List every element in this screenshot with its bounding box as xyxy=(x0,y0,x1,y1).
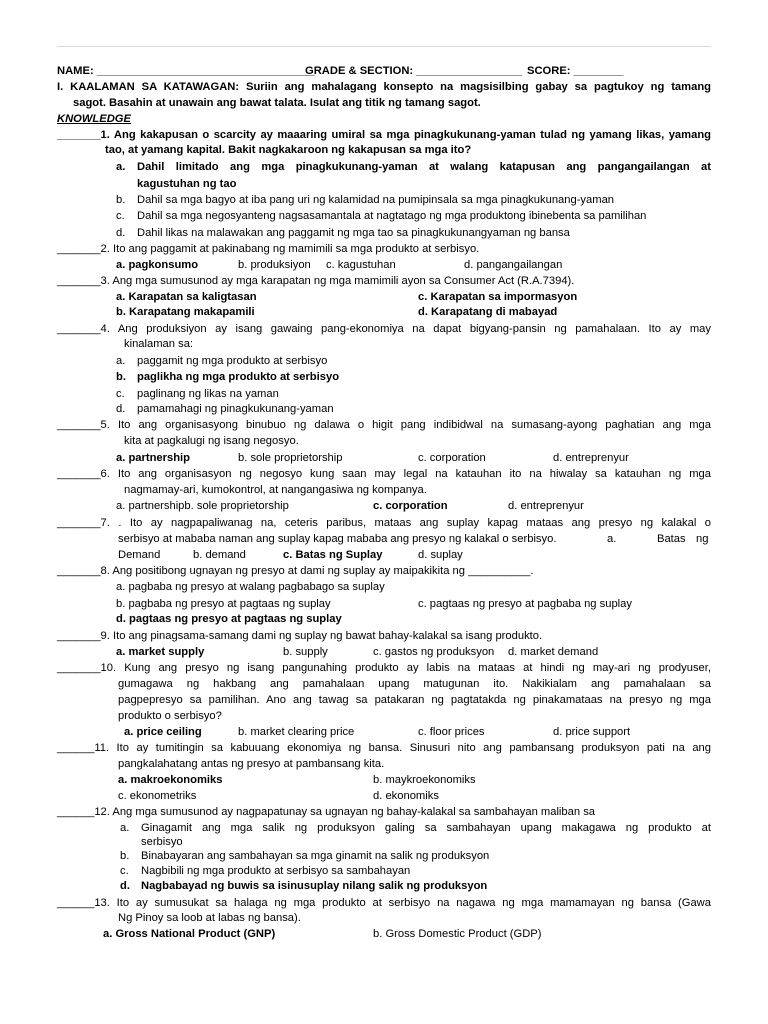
q9-option-d: d. market demand xyxy=(508,646,599,658)
question-7: _______7. . Ito ay nagpapaliwanag na, ceteris paribus, mataas ang suplay kapag mataas ang presyo ng kalakal o xyxy=(57,517,711,529)
q11-option-d: d. ekonomiks xyxy=(373,790,439,802)
q4-option-b: paglikha ng mga produkto at serbisyo xyxy=(137,371,340,383)
q5-option-c: c. corporation xyxy=(418,452,486,464)
question-10-line2: gumagawa ng hakbang ang pamahalaan upang matugunan ito. Nakikialam ang pamahalaan sa xyxy=(118,678,711,690)
q4-option-a: paggamit ng mga produkto at serbisyo xyxy=(137,355,328,367)
q4-option-b-letter: b. xyxy=(116,371,126,383)
q1-option-b: Dahil sa mga bagyo at iba pang uri ng kalamidad na pumipinsala sa mga pinagkukunang-yaman xyxy=(137,194,615,206)
q6-option-c: c. corporation xyxy=(373,500,448,512)
question-11: ______11. Ito ay tumitingin sa kabuuang ekonomiya ng bansa. Sinusuri nito ang pambansang produksyon pati na ang xyxy=(57,742,711,754)
q11-option-a: a. makroekonomiks xyxy=(118,774,223,786)
q4-option-d: pamamahagi ng pinagkukunang-yaman xyxy=(137,403,334,415)
q7-option-b: b. demand xyxy=(193,549,246,561)
q10-option-d: d. price support xyxy=(553,726,631,738)
q1-option-a-line2: kagustuhan ng tao xyxy=(137,178,237,190)
question-10: _______10. Kung ang presyo ng isang pangunahing produkto ay labis na mataas at hindi ng may-ari ng prodyuser, xyxy=(57,662,711,674)
q7-option-a-word3: Demand xyxy=(118,549,161,561)
q13-option-a: a. Gross National Product (GNP) xyxy=(103,928,276,940)
section-instruction-line2: sagot. Basahin at unawain ang bawat talata. Isulat ang titik ng tamang sagot. xyxy=(73,97,481,109)
q10-option-c: c. floor prices xyxy=(418,726,485,738)
q12-option-b-letter: b. xyxy=(120,850,130,862)
q12-option-c: Nagbibili ng mga produkto at serbisyo sa sambahayan xyxy=(141,865,411,877)
q8-option-d: d. pagtaas ng presyo at pagtaas ng suplay xyxy=(116,613,342,625)
q2-option-c: c. kagustuhan xyxy=(326,259,396,271)
q7-option-a-letter: a. xyxy=(607,533,617,545)
q12-option-d-letter: d. xyxy=(120,880,130,892)
question-9: _______9. Ito ang pinagsama-samang dami ng suplay ng bawat bahay-kalakal sa isang produkto. xyxy=(57,630,543,642)
question-10-line3: pagpepresyo sa pamilihan. Ano ang tawag sa patakaran ng pagtatakda ng pinakamataas na presyo ng mga xyxy=(118,694,711,706)
q2-option-d: d. pangangailangan xyxy=(464,259,563,271)
question-5-line2: kita at pagkalugi ng isang negosyo. xyxy=(124,435,299,447)
q12-option-a-line2: serbisyo xyxy=(141,836,183,848)
q7-option-c: c. Batas ng Suplay xyxy=(283,549,383,561)
question-10-line4: produkto o serbisyo? xyxy=(118,710,222,722)
question-6: _______6. Ito ang organisasyon ng negosyo kung saan may legal na katauhan ito na hiwalay sa katauhan ng mga xyxy=(57,468,711,480)
question-11-line2: pangkalahatang antas ng presyo at pambansang kita. xyxy=(118,758,385,770)
q8-option-c: c. pagtaas ng presyo at pagbaba ng suplay xyxy=(418,598,632,610)
q3-option-c: c. Karapatan sa impormasyon xyxy=(418,291,578,303)
q13-option-b: b. Gross Domestic Product (GDP) xyxy=(373,928,542,940)
question-2: _______2. Ito ang paggamit at pakinabang ng mamimili sa mga produkto at serbisyo. xyxy=(57,243,480,255)
question-8: _______8. Ang positibong ugnayan ng presyo at dami ng suplay ay maipakikita ng __________. xyxy=(57,565,534,577)
q1-option-c-letter: c. xyxy=(116,210,125,222)
question-3: _______3. Ang mga sumusunod ay mga karapatan ng mga mamimili ayon sa Consumer Act (R.A.7394). xyxy=(57,275,575,287)
q10-option-a: a. price ceiling xyxy=(124,726,202,738)
q7-option-d: d. suplay xyxy=(418,549,463,561)
question-13: ______13. Ito ay sumusukat sa halaga ng mga produkto at serbisyo na nagawa ng mga mamamayan ng bansa (Gawa xyxy=(57,897,711,909)
q1-option-b-letter: b. xyxy=(116,194,126,206)
q5-option-a: a. partnership xyxy=(116,452,190,464)
q1-option-d-letter: d. xyxy=(116,227,126,239)
q12-option-c-letter: c. xyxy=(120,865,129,877)
q4-option-d-letter: d. xyxy=(116,403,126,415)
q4-option-c-letter: c. xyxy=(116,388,125,400)
q2-option-b: b. produksiyon xyxy=(238,259,311,271)
q9-option-a: a. market supply xyxy=(116,646,205,658)
q6-option-ab: a. partnershipb. sole proprietorship xyxy=(116,500,289,512)
q11-option-c: c. ekonometriks xyxy=(118,790,197,802)
q8-option-a: a. pagbaba ng presyo at walang pagbabago sa suplay xyxy=(116,581,385,593)
q11-option-b: b. maykroekonomiks xyxy=(373,774,476,786)
q5-option-d: d. entreprenyur xyxy=(553,452,629,464)
q12-option-b: Binabayaran ang sambahayan sa mga ginamit na salik ng produksyon xyxy=(141,850,490,862)
q9-option-b: b. supply xyxy=(283,646,328,658)
question-1-line2: tao, at yamang kapital. Bakit nagkakaroon ng kakapusan sa mga ito? xyxy=(105,144,472,156)
q7-option-a-word2: ng xyxy=(696,533,709,545)
q7-option-a-word1: Batas xyxy=(657,533,686,545)
q10-option-b: b. market clearing price xyxy=(238,726,355,738)
question-12: ______12. Ang mga sumusunod ay nagpapatunay sa ugnayan ng bahay-kalakal sa sambahayan maliban sa xyxy=(57,806,596,818)
section-instruction-line1: I. KAALAMAN SA KATAWAGAN: Suriin ang mahalagang konsepto na magsisilbing gabay sa pagtukoy ng tamang xyxy=(57,81,711,93)
q1-option-a: Dahil limitado ang mga pinagkukunang-yaman at walang katapusan ang pangangailangan at xyxy=(137,161,711,173)
knowledge-label: KNOWLEDGE xyxy=(57,113,131,125)
name-field: NAME: ___________________________________ xyxy=(57,65,315,77)
grade-section-field: GRADE & SECTION: _________________ xyxy=(305,65,523,77)
question-6-line2: nagmamay-ari, kumokontrol, at nangangasiwa ng kompanya. xyxy=(124,484,427,496)
q2-option-a: a. pagkonsumo xyxy=(116,259,199,271)
q3-option-b: b. Karapatang makapamili xyxy=(116,306,255,318)
page-top-rule xyxy=(57,46,711,47)
section-heading: I. KAALAMAN SA KATAWAGAN: xyxy=(57,81,240,93)
q1-option-a-letter: a. xyxy=(116,161,126,173)
q4-option-c: paglinang ng likas na yaman xyxy=(137,388,279,400)
q3-option-a: a. Karapatan sa kaligtasan xyxy=(116,291,257,303)
q1-option-d: Dahil likas na malawakan ang paggamit ng mga tao sa pinagkukunangyaman ng bansa xyxy=(137,227,570,239)
score-field: SCORE: ________ xyxy=(527,65,624,77)
q5-option-b: b. sole proprietorship xyxy=(238,452,343,464)
q3-option-d: d. Karapatang di mabayad xyxy=(418,306,558,318)
q4-option-a-letter: a. xyxy=(116,355,126,367)
q9-option-c: c. gastos ng produksyon xyxy=(373,646,495,658)
question-4: _______4. Ang produksiyon ay isang gawaing pang-ekonomiya na dapat bigyang-pansin ng pamahalaan. Ito ay may xyxy=(57,323,711,335)
q12-option-a-letter: a. xyxy=(120,822,130,834)
question-1: _______1. Ang kakapusan o scarcity ay maaaring umiral sa mga pinagkukunang-yaman tulad ng yamang likas, yamang xyxy=(57,129,711,141)
question-5: _______5. Ito ang organisasyong binubuo ng dalawa o higit pang indibidwal na sumasang-ayong paghatian ang mga xyxy=(57,419,711,431)
question-7-line2: serbisyo at mababa naman ang suplay kapag mababa ang presyo ng kalakal o serbisyo. xyxy=(118,533,557,545)
q12-option-d: Nagbabayad ng buwis sa isinusuplay nilang salik ng produksyon xyxy=(141,880,488,892)
question-13-line2: Ng Pinoy sa loob at labas ng bansa). xyxy=(118,912,301,924)
q1-option-c: Dahil sa mga negosyanteng nagsasamantala at nagtatago ng mga produktong ibinebenta sa pamilihan xyxy=(137,210,647,222)
q8-option-b: b. pagbaba ng presyo at pagtaas ng suplay xyxy=(116,598,331,610)
question-4-line2: kinalaman sa: xyxy=(124,338,194,350)
q12-option-a: Ginagamit ang mga salik ng produksyon galing sa sambahayan upang makagawa ng produkto at xyxy=(141,822,711,834)
q6-option-d: d. entreprenyur xyxy=(508,500,584,512)
